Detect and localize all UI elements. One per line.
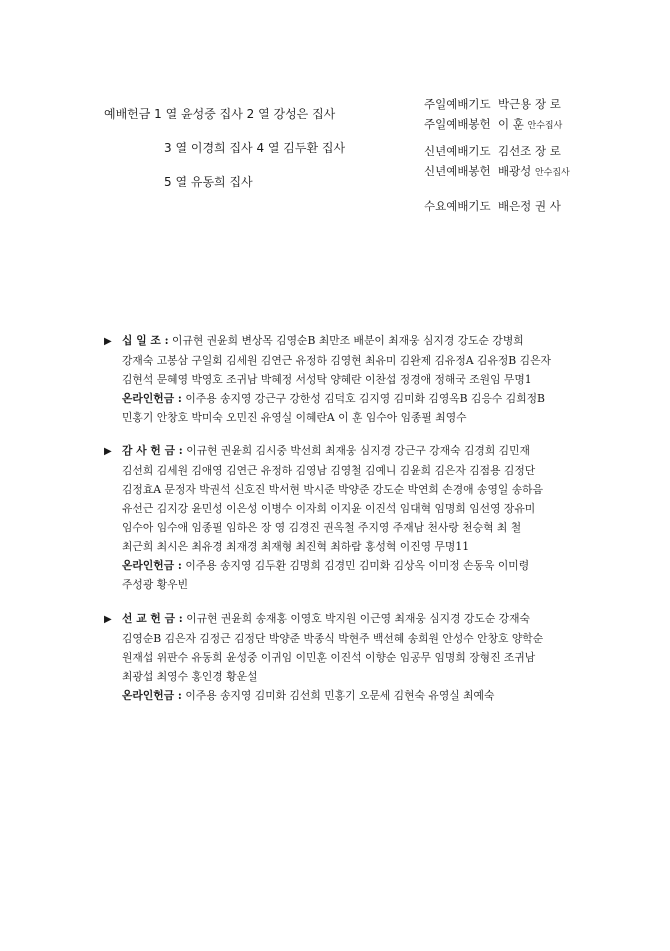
prayer-row-5 bbox=[424, 198, 561, 214]
donor-names: 원재섭 위판수 유동희 윤성중 이귀임 이민훈 이진석 이향순 임공무 임명희 장형진 조귀남 bbox=[122, 651, 536, 664]
donor-names: 김현석 문혜영 박영호 조귀남 박혜정 서성탁 양혜란 이찬섭 정경애 정해국 조원임 무명1 bbox=[122, 373, 532, 386]
prayer-role: 수요예배기도 bbox=[424, 199, 491, 213]
prayer-row-2 bbox=[424, 116, 562, 134]
donor-names: 민홍기 안창호 박미숙 오민진 유영실 이혜란A 이 훈 임수아 임종필 최영수 bbox=[122, 411, 467, 424]
section-line bbox=[104, 499, 574, 518]
ushers-row-3: 5 열 유동희 집사 bbox=[164, 175, 253, 189]
missions-section bbox=[104, 609, 574, 705]
prayer-name: 이 훈 bbox=[497, 117, 524, 131]
section-line bbox=[104, 370, 574, 389]
prayer-row-4 bbox=[424, 163, 570, 181]
prayer-name: 배은정 권 사 bbox=[497, 199, 561, 213]
section-line bbox=[104, 629, 574, 648]
section-line bbox=[104, 667, 574, 686]
donor-names: 이주용 송지영 김미화 김선희 민홍기 오문세 김현숙 유영실 최예숙 bbox=[185, 689, 495, 702]
donor-names: 최근희 최시은 최유경 최재경 최재형 최진혁 최하람 홍성혁 이진영 무명11 bbox=[122, 540, 470, 553]
donor-names: 이규현 권윤희 김시중 박선희 최재웅 심지경 강근구 강재숙 김경희 김민재 bbox=[186, 444, 530, 457]
thanksgiving-section bbox=[104, 441, 574, 594]
section-label: 온라인헌금 : bbox=[122, 689, 182, 702]
section-line bbox=[104, 441, 574, 461]
prayer-name: 박근용 장 로 bbox=[497, 97, 561, 111]
section-label: 십 일 조 : bbox=[122, 334, 169, 347]
donor-names: 이주용 송지영 김두환 김명희 김경민 김미화 김상옥 이미정 손동욱 이미령 bbox=[185, 559, 530, 572]
prayer-name: 배광성 bbox=[497, 164, 532, 178]
section-line bbox=[104, 408, 574, 427]
donor-names: 임수아 임수애 임종필 임하은 장 영 김경진 권옥철 주지영 주재남 천사랑 천승혁 최 철 bbox=[122, 521, 522, 534]
prayer-title: 안수집사 bbox=[527, 121, 563, 131]
prayer-role: 주일예배기도 bbox=[424, 97, 491, 111]
donor-names: 이규현 권윤희 변상목 김영순B 최만조 배분이 최재웅 심지경 강도순 강병희 bbox=[172, 334, 524, 347]
section-line bbox=[104, 556, 574, 575]
prayer-role: 주일예배봉헌 bbox=[424, 117, 491, 131]
tithe-section bbox=[104, 331, 574, 427]
section-label: 온라인헌금 : bbox=[122, 392, 182, 405]
section-line bbox=[104, 518, 574, 537]
prayer-title: 안수집사 bbox=[534, 168, 570, 178]
section-line bbox=[104, 351, 574, 370]
arrow-marker-icon: ▶ bbox=[104, 336, 112, 347]
section-line bbox=[104, 609, 574, 629]
donor-names: 김영순B 김은자 김정근 김정단 박양준 박종식 박현주 백선혜 송희원 안성수 안창호 양학순 bbox=[122, 632, 544, 645]
prayer-role: 신년예배기도 bbox=[424, 144, 491, 158]
donor-names: 유선근 김지강 윤민성 이은성 이병수 이자희 이지윤 이진석 임대혁 임명희 임선영 장유미 bbox=[122, 502, 536, 515]
ushers-row-1: 예배헌금 1 열 윤성중 집사 2 열 강성은 집사 bbox=[104, 107, 336, 121]
arrow-marker-icon: ▶ bbox=[104, 446, 112, 457]
donor-names: 이규현 권윤희 송재홍 이영호 박지원 이근영 최재웅 심지경 강도순 강재숙 bbox=[186, 612, 530, 625]
donor-names: 주성광 황우빈 bbox=[122, 578, 189, 591]
donor-names: 강재숙 고봉삼 구일회 김세원 김연근 유정하 김영현 최유미 김완제 김유정A 김유정B 김은자 bbox=[122, 354, 551, 367]
section-line bbox=[104, 575, 574, 594]
section-line bbox=[104, 331, 574, 351]
section-line bbox=[104, 537, 574, 556]
section-line bbox=[104, 648, 574, 667]
section-line bbox=[104, 461, 574, 480]
prayer-name: 김선조 장 로 bbox=[497, 144, 561, 158]
section-label: 감 사 헌 금 : bbox=[122, 444, 183, 457]
donor-names: 김선희 김세원 김애영 김연근 유정하 김영남 김영철 김예니 김윤희 김은자 김점용 김정단 bbox=[122, 464, 536, 477]
donor-names: 최광섭 최영수 홍인경 황운설 bbox=[122, 670, 258, 683]
section-line bbox=[104, 389, 574, 408]
donor-names: 이주용 송지영 강근구 강한성 김덕호 김지영 김미화 김영옥B 김응수 김희정B bbox=[185, 392, 545, 405]
donor-names: 김정효A 문정자 박권석 신호진 박서현 박시준 박양준 강도순 박연희 손경애 송영일 송하음 bbox=[122, 483, 544, 496]
section-label: 선 교 헌 금 : bbox=[122, 612, 183, 625]
section-line bbox=[104, 480, 574, 499]
prayer-row-1 bbox=[424, 96, 561, 112]
section-label: 온라인헌금 : bbox=[122, 559, 182, 572]
prayer-row-3 bbox=[424, 143, 561, 159]
arrow-marker-icon: ▶ bbox=[104, 614, 112, 625]
section-line bbox=[104, 686, 574, 705]
prayer-role: 신년예배봉헌 bbox=[424, 164, 491, 178]
ushers-row-2: 3 열 이경희 집사 4 열 김두환 집사 bbox=[164, 141, 346, 155]
